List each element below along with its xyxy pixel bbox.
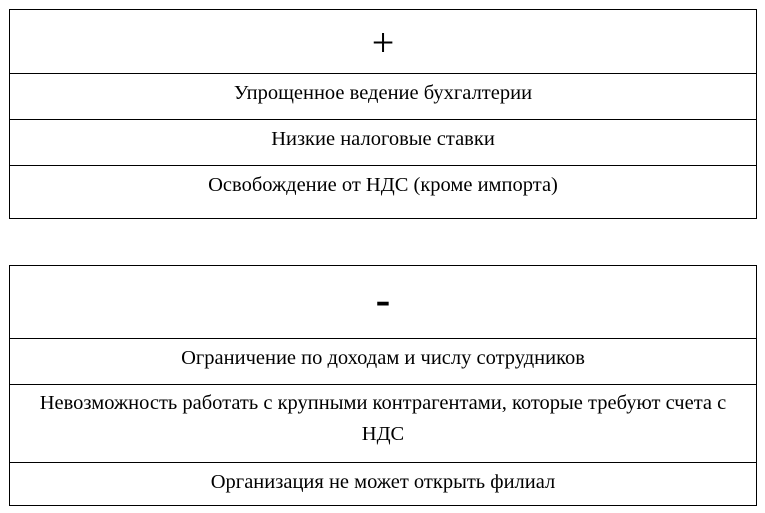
disadvantage-item-no-branch: Организация не может открыть филиал	[210, 470, 556, 493]
advantages-header-plus-symbol: +	[10, 10, 756, 73]
disadvantage-item-large-counterparties: Невозможность работать с крупными контрагентами, которые требуют счета с НДС	[10, 384, 756, 462]
advantage-item-simplified-accounting: Упрощенное ведение бухгалтерии	[10, 73, 756, 119]
disadvantages-header-minus-symbol: -	[10, 266, 756, 338]
advantages-table	[9, 9, 757, 219]
advantage-item-low-tax-rates: Низкие налоговые ставки	[10, 119, 756, 165]
disadvantages-table	[9, 265, 757, 506]
disadvantage-item-income-limit: Ограничение по доходам и числу сотрудников	[10, 338, 756, 384]
advantage-item-vat-exemption: Освобождение от НДС (кроме импорта)	[208, 173, 558, 196]
